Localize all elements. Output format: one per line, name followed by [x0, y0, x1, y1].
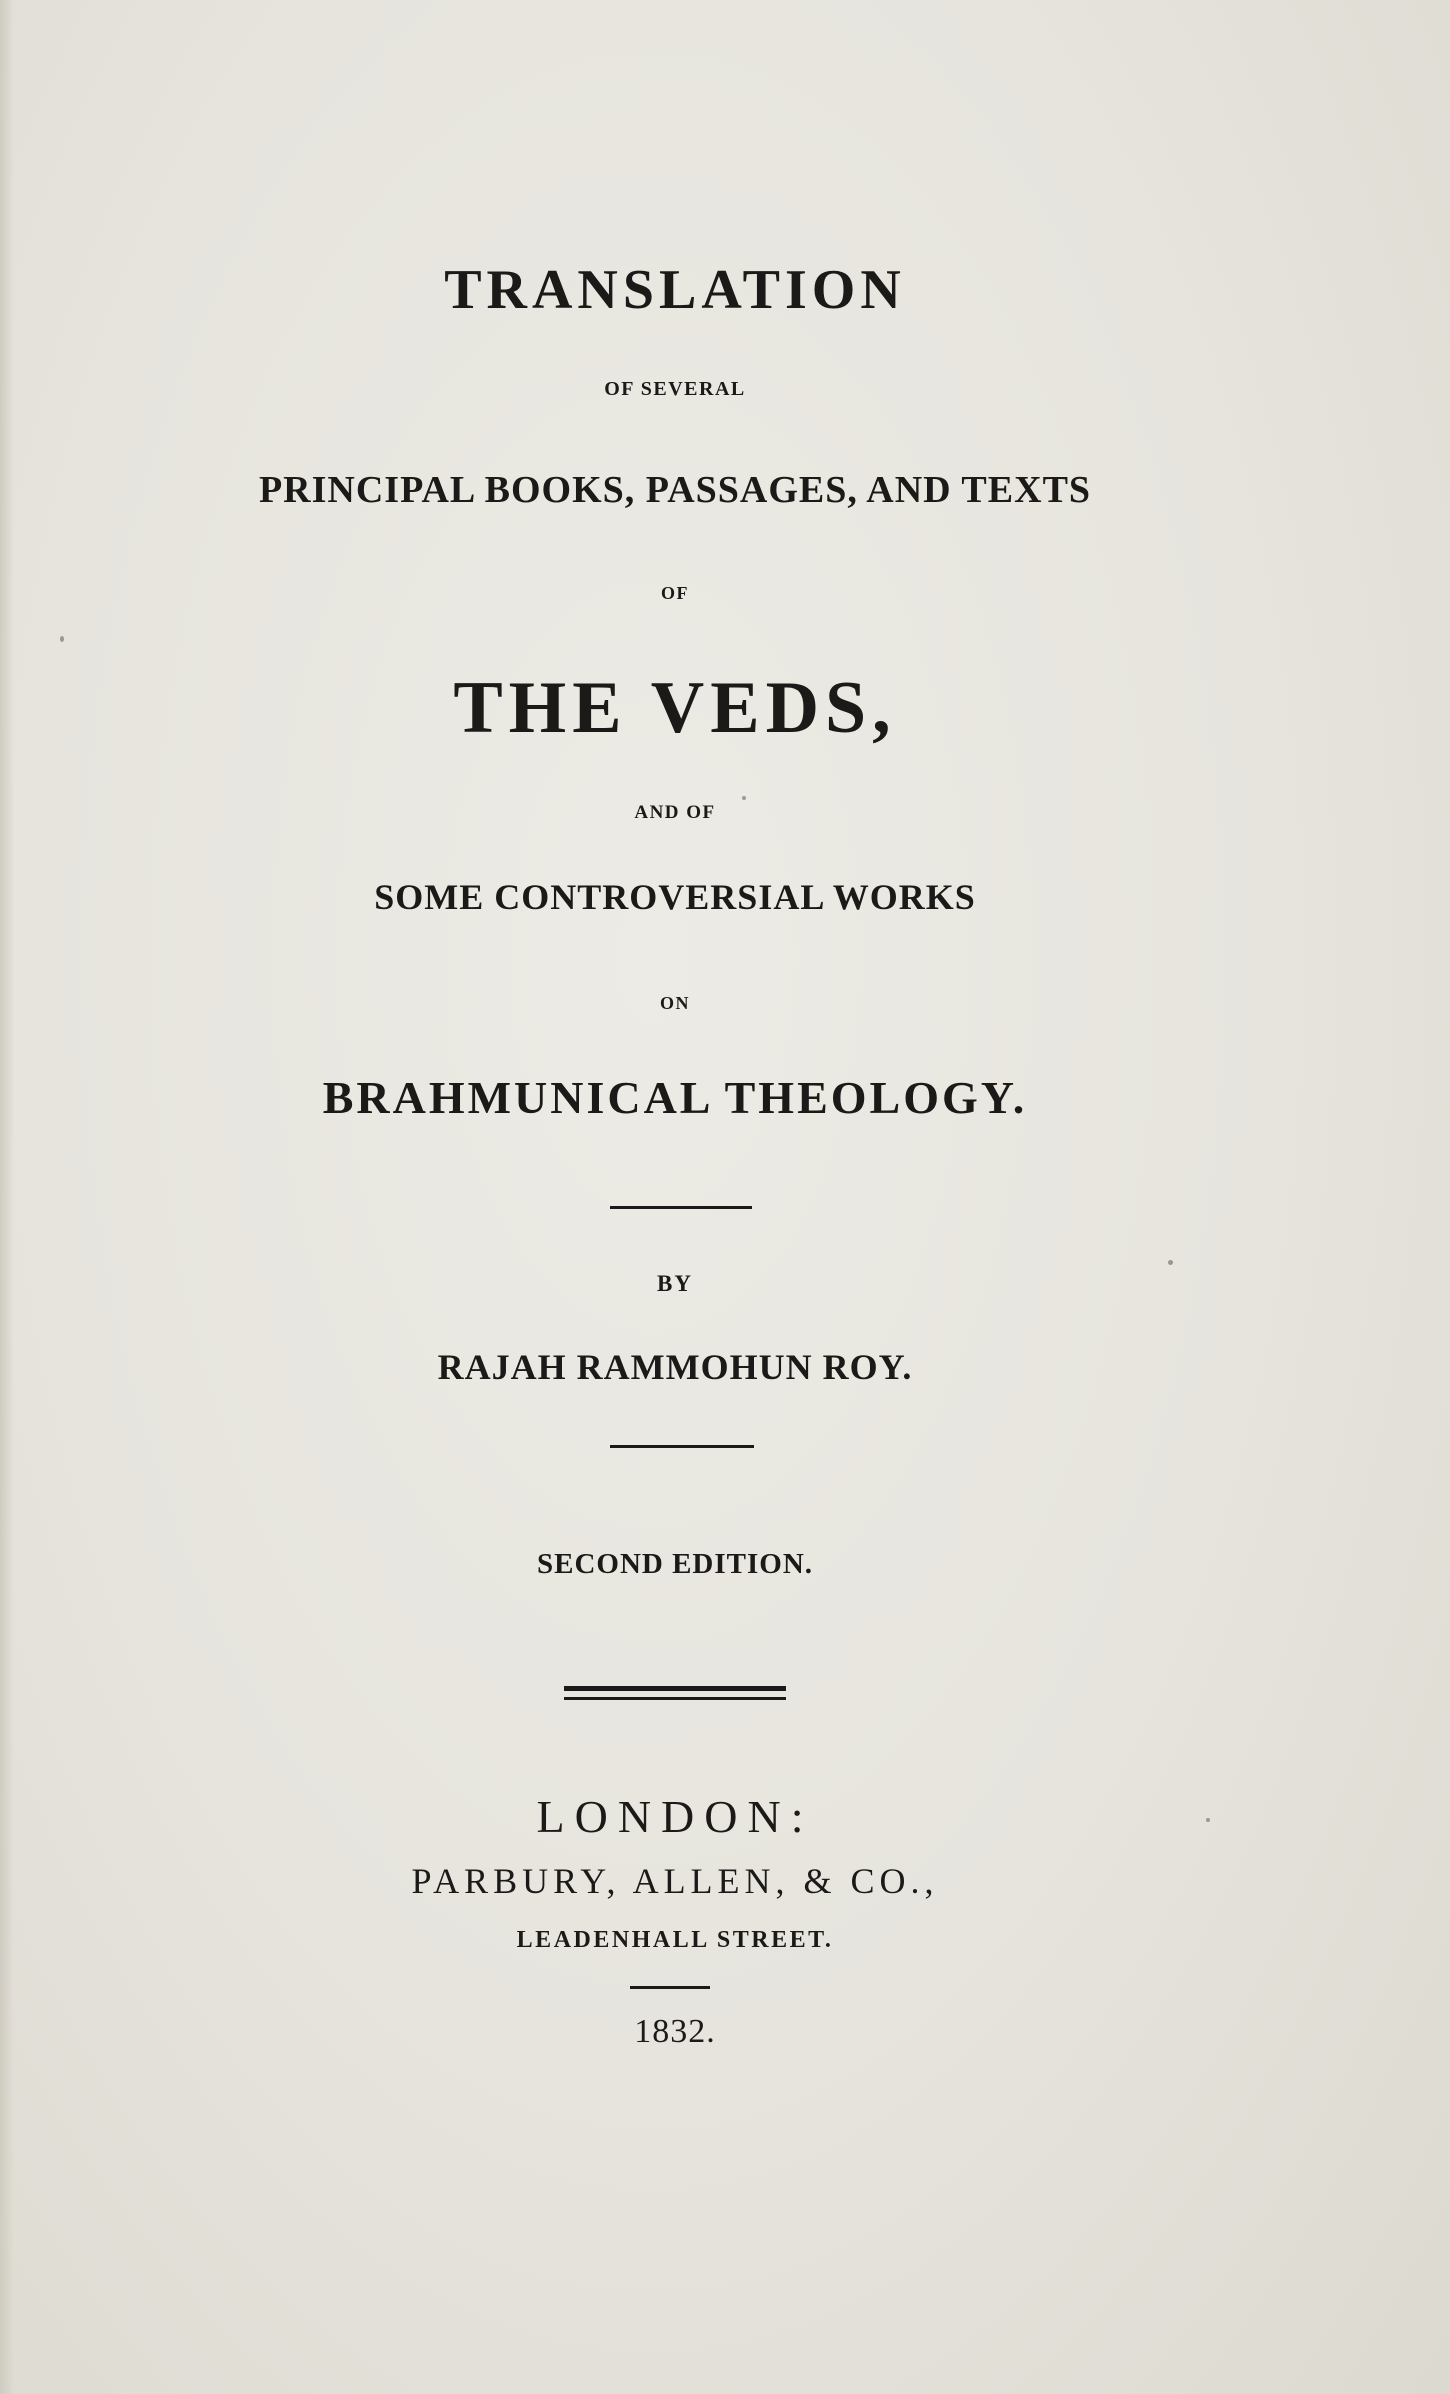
book-title: TRANSLATION: [444, 259, 906, 321]
on-text: ON: [660, 993, 690, 1013]
imprint-city: LONDON:: [536, 1791, 814, 1842]
paper-speck: [60, 636, 64, 642]
imprint-publisher: PARBURY, ALLEN, & CO.,: [411, 1861, 939, 1901]
veds-heading: THE VEDS,: [453, 667, 897, 749]
imprint-year: 1832.: [634, 2013, 716, 2050]
divider-rule: [630, 1986, 710, 1989]
of-several-text: OF SEVERAL: [604, 378, 746, 400]
paper-speck: [1168, 1260, 1173, 1265]
principal-books-text: PRINCIPAL BOOKS, PASSAGES, AND TEXTS: [258, 469, 1092, 511]
paper-speck: [742, 796, 746, 800]
of-text: OF: [661, 583, 689, 603]
controversial-works-text: SOME CONTROVERSIAL WORKS: [374, 877, 976, 917]
divider-rule: [610, 1445, 754, 1448]
imprint-street: LEADENHALL STREET.: [516, 1927, 834, 1953]
edition-text: SECOND EDITION.: [536, 1548, 814, 1580]
author-name: RAJAH RAMMOHUN ROY.: [437, 1347, 913, 1387]
theology-heading: BRAHMUNICAL THEOLOGY.: [322, 1072, 1028, 1123]
double-divider-rule: [564, 1686, 786, 1702]
by-text: BY: [657, 1271, 693, 1296]
and-of-text: AND OF: [634, 802, 716, 823]
paper-speck: [1206, 1818, 1210, 1822]
divider-rule: [610, 1206, 752, 1209]
